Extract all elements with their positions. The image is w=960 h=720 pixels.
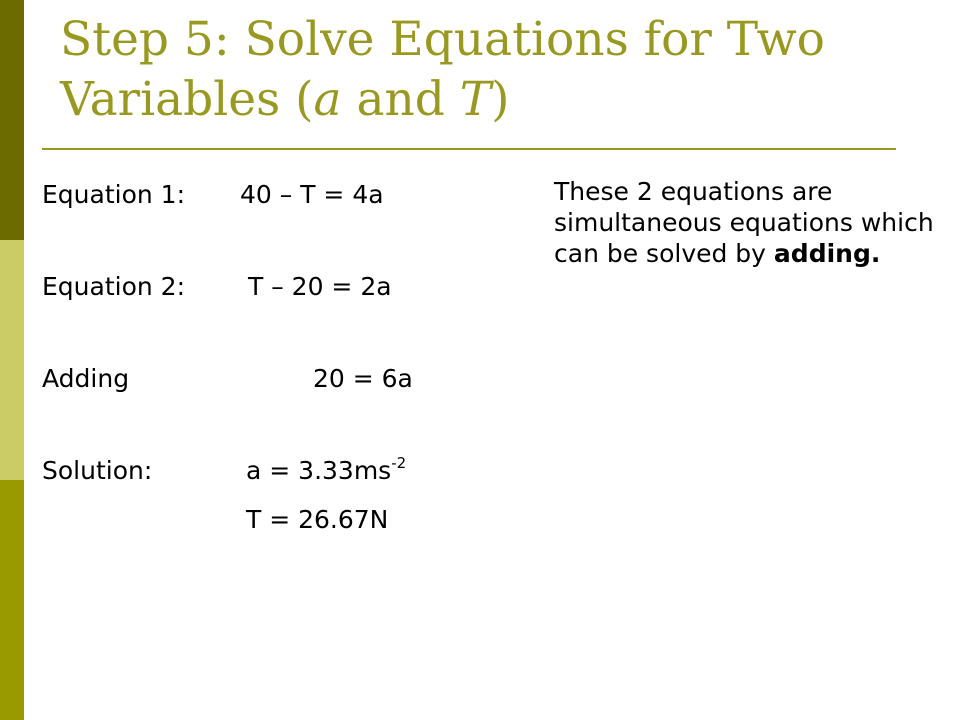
solution-t-value: T = 26.67N: [246, 505, 389, 534]
title-and: and: [341, 72, 460, 127]
solution-a-expression: a = 3.33ms: [246, 456, 392, 485]
title-divider: [42, 148, 896, 150]
note-bold-word: adding.: [773, 239, 881, 268]
title-line-2-suffix: ): [491, 72, 510, 127]
note-text: These 2 equations are simultaneous equations which can be solved by: [554, 177, 934, 268]
title-line-2-prefix: Variables (: [60, 72, 314, 127]
sidebar-segment-top: [0, 0, 24, 240]
equation-1-expression: 40 – T = 4a: [240, 180, 384, 209]
solution-a-value: [246, 456, 406, 486]
title-variable-a: a: [313, 72, 342, 127]
adding-label: Adding: [42, 364, 130, 393]
solution-label: Solution:: [42, 456, 153, 485]
equation-2-expression: T – 20 = 2a: [248, 272, 392, 301]
title-line-1: Step 5: Solve Equations for Two: [60, 12, 825, 67]
slide-title: [60, 10, 920, 130]
sidebar-segment-middle: [0, 240, 24, 480]
title-variable-t: T: [459, 72, 492, 127]
adding-expression: 20 = 6a: [313, 364, 413, 393]
explanation-note: [554, 176, 934, 269]
sidebar-segment-bottom: [0, 480, 24, 720]
solution-a-exponent: -2: [391, 454, 407, 472]
equation-2-label: Equation 2:: [42, 272, 185, 301]
equation-1-label: Equation 1:: [42, 180, 185, 209]
